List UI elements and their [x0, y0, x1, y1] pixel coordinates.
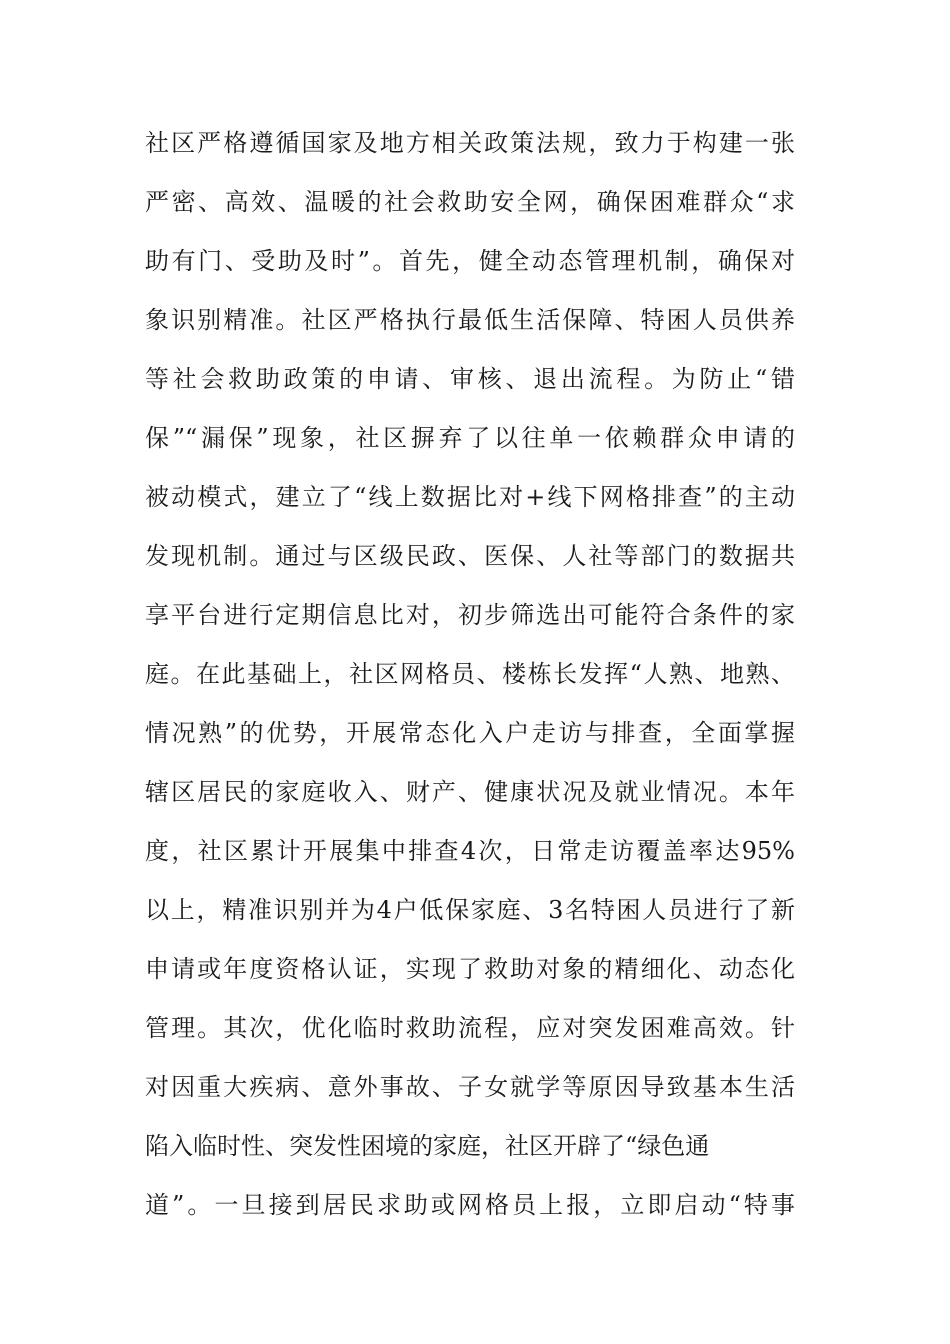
text-line-11: 情况熟”的优势，开展常态化入户走访与排查，全面掌握 [145, 719, 795, 747]
text-line-16: 管理。其次，优化临时救助流程，应对突发困难高效。针 [145, 1014, 795, 1042]
body-paragraph [145, 120, 810, 1241]
text-line-8: 发现机制。通过与区级民政、医保、人社等部门的数据共 [145, 542, 795, 570]
text-line-9: 享平台进行定期信息比对，初步筛选出可能符合条件的家 [145, 601, 795, 629]
text-line-7: 被动模式，建立了“线上数据比对+线下网格排查”的主动 [145, 483, 795, 511]
text-line-14: 以上，精准识别并为4户低保家庭、3名特困人员进行了新 [145, 896, 795, 924]
text-line-10: 庭。在此基础上，社区网格员、楼栋长发挥“人熟、地熟、 [145, 660, 795, 688]
text-line-13: 度，社区累计开展集中排查4次，日常走访覆盖率达95% [145, 837, 795, 865]
text-line-18: 陷入临时性、突发性困境的家庭，社区开辟了“绿色通 [145, 1132, 710, 1160]
text-line-2: 严密、高效、温暖的社会救助安全网，确保困难群众“求 [145, 188, 795, 216]
text-line-5: 等社会救助政策的申请、审核、退出流程。为防止“错 [145, 365, 795, 393]
text-line-15: 申请或年度资格认证，实现了救助对象的精细化、动态化 [145, 955, 795, 983]
text-line-1: 社区严格遵循国家及地方相关政策法规，致力于构建一张 [145, 129, 795, 157]
text-line-4: 象识别精准。社区严格执行最低生活保障、特困人员供养 [145, 306, 795, 334]
text-line-3: 助有门、受助及时”。首先，健全动态管理机制，确保对 [145, 247, 795, 275]
text-line-17: 对因重大疾病、意外事故、子女就学等原因导致基本生活 [145, 1073, 795, 1101]
text-line-19: 道”。一旦接到居民求助或网格员上报，立即启动“特事 [145, 1191, 795, 1219]
text-line-12: 辖区居民的家庭收入、财产、健康状况及就业情况。本年 [145, 778, 795, 806]
text-line-6: 保”“漏保”现象，社区摒弃了以往单一依赖群众申请的 [145, 424, 795, 452]
